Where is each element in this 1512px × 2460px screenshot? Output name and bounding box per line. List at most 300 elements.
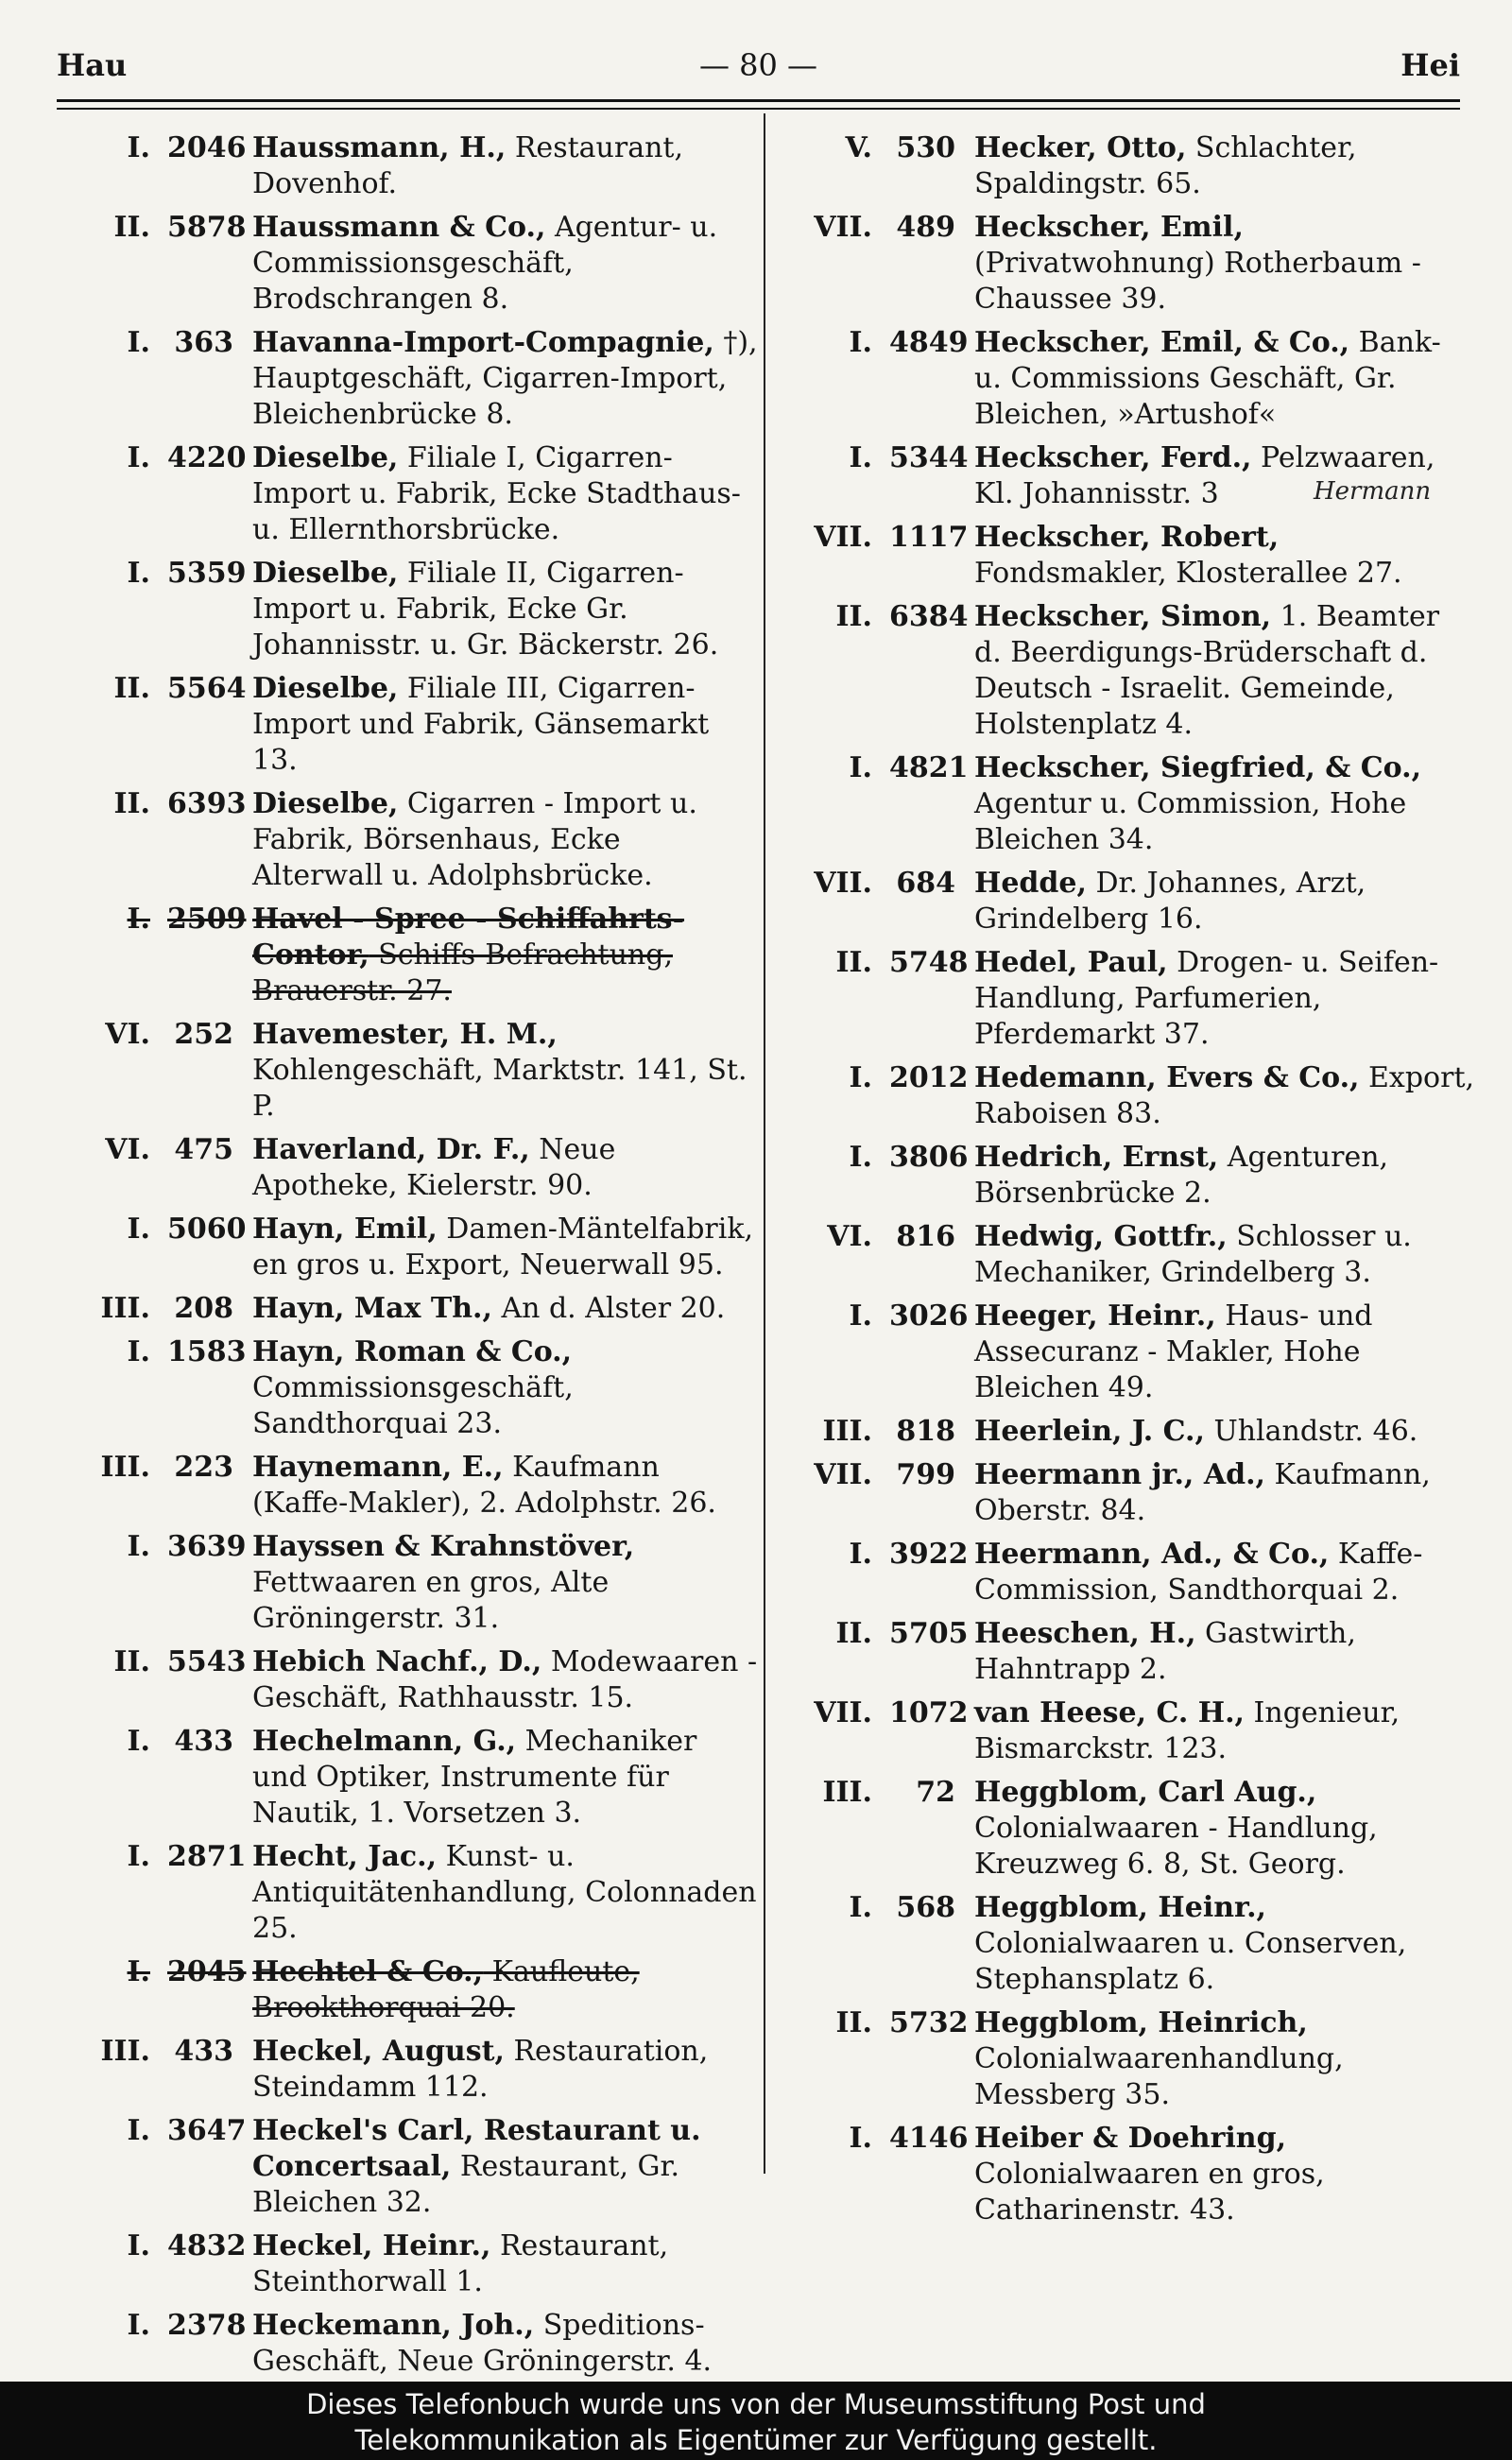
phone-number [781,130,974,202]
directory-entry [781,866,1475,938]
phone-number [781,1457,974,1529]
subscriber-details: Fettwaaren en gros, Alte Gröningerstr. 31. [252,1566,610,1635]
subscriber-details: Neue Apotheke, Kielerstr. 90. [252,1133,616,1202]
exchange-class: I. [127,131,150,164]
phone-number [781,750,974,858]
line-number: 684 [896,867,955,900]
line-number: 530 [896,131,955,164]
entry-text [974,1775,1475,1883]
line-number: 223 [174,1451,233,1484]
exchange-class: II. [835,1617,872,1650]
phone-number [59,902,252,1009]
subscriber-name: Hecker, Otto, [974,131,1187,164]
directory-entry [59,1212,758,1283]
subscriber-details: Kaufmann, Oberstr. 84. [974,1458,1431,1527]
header-rule [57,99,1460,102]
entry-text [974,130,1475,202]
subscriber-details: Restaurant, Steinthorwall 1. [252,2229,669,2298]
entry-text [252,1334,758,1442]
directory-entry [781,1537,1475,1608]
subscriber-details: Commissionsgeschäft, Sandthorquai 23. [252,1371,574,1440]
exchange-class: I. [127,2309,150,2342]
subscriber-details: Ingenieur, Bismarckstr. 123. [974,1696,1400,1765]
subscriber-name: Hedrich, Ernst, [974,1141,1219,1174]
subscriber-details: Damen-Mäntelfabrik, en gros u. Export, Neuerwall 95. [252,1213,754,1282]
line-number: 1583 [167,1335,247,1368]
subscriber-name: Heckscher, Emil, [974,211,1244,244]
phone-number [59,2034,252,2106]
entry-text [974,1695,1475,1767]
subscriber-details: 1. Beamter d. Beerdigungs-Brüderschaft d. Deutsch - Israelit. Gemeinde, Holstenplatz 4. [974,600,1440,741]
subscriber-name: Hechelmann, G., [252,1725,517,1758]
line-number: 5732 [889,2006,969,2039]
subscriber-name: Hebich Nachf., D., [252,1645,542,1678]
subscriber-name: Haussmann, H., [252,131,507,164]
subscriber-name: Heggblom, Heinrich, [974,2006,1308,2039]
exchange-class: III. [822,1415,872,1448]
left-column [59,130,758,2387]
directory-entry [59,1017,758,1125]
phone-number [59,1529,252,1637]
exchange-class: I. [849,1141,872,1174]
phone-number [59,1017,252,1125]
subscriber-name: Havel - Spree - Schiffahrts-Contor, [252,903,685,972]
subscriber-details: Restauration, Steindamm 112. [252,2035,709,2104]
exchange-class: II. [113,787,150,820]
entry-text [974,1537,1475,1608]
exchange-class: VI. [105,1018,150,1051]
directory-entry [59,210,758,318]
line-number: 816 [896,1220,955,1253]
subscriber-name: Heiber & Doehring, [974,2122,1287,2155]
subscriber-name: Hayn, Emil, [252,1213,438,1246]
line-number: 2046 [167,131,247,164]
line-number: 475 [174,1133,233,1166]
subscriber-name: Heermann, Ad., & Co., [974,1538,1330,1571]
phone-number [59,1212,252,1283]
directory-entry [781,1457,1475,1529]
directory-entry [59,440,758,548]
exchange-class: VI. [827,1220,872,1253]
subscriber-name: Haussmann & Co., [252,211,546,244]
subscriber-name: Heckscher, Siegfried, & Co., [974,751,1422,784]
directory-entry [781,1616,1475,1688]
subscriber-name: Heggblom, Heinr., [974,1891,1266,1924]
line-number: 799 [896,1458,955,1491]
phone-number [781,1616,974,1688]
subscriber-name: Hedwig, Gottfr., [974,1220,1228,1253]
phone-number [781,1060,974,1132]
subscriber-name: Heckscher, Emil, & Co., [974,326,1350,359]
line-number: 5878 [167,211,247,244]
subscriber-name: Heeschen, H., [974,1617,1196,1650]
subscriber-details: Gastwirth, Hahntrapp 2. [974,1617,1356,1686]
subscriber-name: Dieselbe, [252,787,399,820]
subscriber-name: Haverland, Dr. F., [252,1133,530,1166]
exchange-class: VII. [814,211,872,244]
subscriber-name: Heermann jr., Ad., [974,1458,1265,1491]
exchange-class: I. [127,557,150,590]
phone-number [59,210,252,318]
phone-number [781,1695,974,1767]
directory-entry [59,556,758,663]
footer-notice [0,2382,1512,2460]
exchange-class: I. [127,2229,150,2262]
exchange-class: III. [822,1776,872,1809]
exchange-class: II. [835,2006,872,2039]
subscriber-details: Filiale II, Cigarren-Import u. Fabrik, Ecke Gr. Johannisstr. u. Gr. Bäckerstr. 26. [252,557,719,662]
subscriber-name: Heckel, Heinr., [252,2229,491,2262]
phone-number [781,1299,974,1406]
exchange-class: I. [849,326,872,359]
entry-text [252,786,758,894]
phone-number [781,866,974,938]
line-number: 3647 [167,2114,247,2147]
line-number: 4832 [167,2229,247,2262]
phone-number [59,325,252,433]
directory-entry [781,2005,1475,2113]
entry-text [252,2308,758,2380]
directory-entry [59,2228,758,2300]
subscriber-name: Hechtel & Co., [252,1955,484,1988]
line-number: 5748 [889,946,969,979]
exchange-class: II. [113,211,150,244]
subscriber-details: Modewaaren - Geschäft, Rathhausstr. 15. [252,1645,758,1714]
exchange-class: III. [100,2035,150,2068]
subscriber-name: van Heese, C. H., [974,1696,1245,1729]
line-number: 5359 [167,557,247,590]
exchange-class: VI. [105,1133,150,1166]
entry-text [252,1291,758,1327]
subscriber-name: Dieselbe, [252,557,399,590]
line-number: 5705 [889,1617,969,1650]
exchange-class: I. [127,1530,150,1563]
exchange-class: II. [113,1645,150,1678]
exchange-class: I. [127,1335,150,1368]
entry-text [974,599,1475,743]
exchange-class: VII. [814,867,872,900]
subscriber-details: (Privatwohnung) Rotherbaum - Chaussee 39. [974,247,1421,316]
subscriber-name: Heckel, August, [252,2035,505,2068]
handwritten-note: Hermann [1314,477,1432,506]
subscriber-name: Havanna-Import-Compagnie, [252,326,714,359]
exchange-class: I. [127,2114,150,2147]
subscriber-name: Hedemann, Evers & Co., [974,1061,1360,1094]
entry-text [252,2113,758,2221]
entry-text [974,1060,1475,1132]
phone-number [781,210,974,318]
exchange-class: I. [127,903,150,936]
directory-entry [781,1414,1475,1450]
line-number: 489 [896,211,955,244]
exchange-class: I. [849,1299,872,1333]
entry-text [252,1724,758,1832]
entry-text [252,1644,758,1716]
column-divider [764,113,765,2174]
subscriber-name: Hecht, Jac., [252,1840,438,1873]
directory-entry [781,945,1475,1053]
subscriber-name: Hayssen & Krahnstöver, [252,1530,635,1563]
line-number: 3026 [889,1299,969,1333]
subscriber-details: Colonialwaaren u. Conserven, Stephansplatz 6. [974,1927,1407,1996]
directory-entry [781,1775,1475,1883]
phone-number [781,599,974,743]
directory-entry [59,1132,758,1204]
phone-number [59,1291,252,1327]
phone-number [781,945,974,1053]
directory-entry [781,520,1475,592]
directory-entry [781,210,1475,318]
entry-text [252,902,758,1009]
exchange-class: I. [127,1213,150,1246]
line-number: 4146 [889,2122,969,2155]
phone-number [781,1219,974,1291]
entry-text [974,1219,1475,1291]
line-number: 2871 [167,1840,247,1873]
entry-text [252,1212,758,1283]
directory-entry [781,1219,1475,1291]
directory-entry [59,1334,758,1442]
entry-text [252,556,758,663]
subscriber-details: Uhlandstr. 46. [1204,1415,1418,1448]
directory-entry [59,325,758,433]
entry-text [974,1890,1475,1998]
subscriber-details: Fondsmakler, Klosterallee 27. [974,557,1402,590]
entry-text [974,750,1475,858]
right-column [781,130,1475,2236]
phone-number [59,440,252,548]
phone-number [59,786,252,894]
entry-text [974,2121,1475,2228]
subscriber-details: Agentur- u. Commissionsgeschäft, Brodschrangen 8. [252,211,718,316]
directory-entry [59,130,758,202]
entry-text [252,210,758,318]
entry-text [974,1457,1475,1529]
subscriber-details: Drogen- u. Seifen-Handlung, Parfumerien, Pferdemarkt 37. [974,946,1439,1051]
line-number: 363 [174,326,233,359]
line-number: 252 [174,1018,233,1051]
phone-number [59,1132,252,1204]
line-number: 5060 [167,1213,247,1246]
subscriber-details: Dr. Johannes, Arzt, Grindelberg 16. [974,867,1366,936]
exchange-class: I. [127,1725,150,1758]
line-number: 6393 [167,787,247,820]
subscriber-details: Haus- und Assecuranz - Makler, Hohe Bleichen 49. [974,1299,1373,1404]
subscriber-details: Colonialwaarenhandlung, Messberg 35. [974,2042,1344,2111]
line-number: 3639 [167,1530,247,1563]
subscriber-details: Kaufmann (Kaffe-Makler), 2. Adolphstr. 26. [252,1451,716,1520]
subscriber-details: An d. Alster 20. [491,1292,726,1325]
exchange-class: I. [127,441,150,474]
directory-entry [59,671,758,779]
entry-text [252,130,758,202]
line-number: 818 [896,1415,955,1448]
line-number: 433 [174,2035,233,2068]
directory-entry [781,750,1475,858]
subscriber-name: Haynemann, E., [252,1451,504,1484]
phone-number [59,671,252,779]
subscriber-details: †), Hauptgeschäft, Cigarren-Import, Bleichenbrücke 8. [252,326,758,431]
directory-entry [59,2034,758,2106]
subscriber-details: Speditions-Geschäft, Neue Gröningerstr. 4. [252,2309,713,2378]
subscriber-details: Kaffe-Commission, Sandthorquai 2. [974,1538,1423,1607]
subscriber-name: Heckel's Carl, Restaurant u. Concertsaal, [252,2114,701,2183]
line-number: 2378 [167,2309,247,2342]
header-rule-thin [57,108,1460,110]
phone-number [59,1450,252,1522]
subscriber-details: Kohlengeschäft, Marktstr. 141, St. P. [252,1054,747,1123]
footer-line-2: Telekommunikation als Eigentümer zur Verfügung gestellt. [354,2424,1158,2456]
subscriber-name: Havemester, H. M., [252,1018,558,1051]
phone-number [781,520,974,592]
phone-number [59,1644,252,1716]
subscriber-details: Schiffs-Befrachtung, Brauerstr. 27. [252,938,673,1007]
phone-number [781,1890,974,1998]
entry-text [974,1414,1475,1450]
directory-entry [59,786,758,894]
entry-text [252,2034,758,2106]
entry-text [252,1450,758,1522]
subscriber-details: Cigarren - Import u. Fabrik, Börsenhaus, Ecke Alterwall u. Adolphsbrücke. [252,787,697,892]
entry-text [974,325,1475,433]
exchange-class: I. [849,441,872,474]
subscriber-details: Colonialwaaren - Handlung, Kreuzweg 6. 8, St. Georg. [974,1812,1378,1881]
exchange-class: I. [849,1538,872,1571]
line-number: 3806 [889,1141,969,1174]
directory-entry [781,1060,1475,1132]
phone-number [781,1775,974,1883]
phone-number [781,325,974,433]
exchange-class: VII. [814,1696,872,1729]
directory-entry [781,2121,1475,2228]
subscriber-details: Schlachter, Spaldingstr. 65. [974,131,1357,200]
directory-entry [781,1140,1475,1212]
exchange-class: VII. [814,521,872,554]
subscriber-name: Dieselbe, [252,441,399,474]
directory-entry [781,130,1475,202]
exchange-class: I. [849,1891,872,1924]
exchange-class: I. [127,1840,150,1873]
subscriber-details: Mechaniker und Optiker, Instrumente für Nautik, 1. Vorsetzen 3. [252,1725,697,1830]
subscriber-details: Kaufleute, Brookthorquai 20. [252,1955,640,2024]
subscriber-name: Hedde, [974,867,1087,900]
header-left-keyword: Hau [57,47,128,83]
exchange-class: II. [835,946,872,979]
subscriber-details: Colonialwaaren en gros, Catharinenstr. 43. [974,2158,1325,2227]
exchange-class: III. [100,1292,150,1325]
exchange-class: I. [127,1955,150,1988]
exchange-class: II. [835,600,872,633]
subscriber-details: Export, Raboisen 83. [974,1061,1475,1130]
subscriber-name: Heggblom, Carl Aug., [974,1776,1317,1809]
line-number: 6384 [889,600,969,633]
entry-text [252,1529,758,1637]
line-number: 5564 [167,672,247,705]
subscriber-name: Hayn, Roman & Co., [252,1335,573,1368]
subscriber-name: Hedel, Paul, [974,946,1168,979]
phone-number [59,1839,252,1947]
entry-text [974,945,1475,1053]
subscriber-name: Heerlein, J. C., [974,1415,1205,1448]
phone-number [59,1724,252,1832]
entry-text [252,325,758,433]
entry-text [974,520,1475,592]
line-number: 4220 [167,441,247,474]
line-number: 5344 [889,441,969,474]
line-number: 4849 [889,326,969,359]
entry-text [974,1140,1475,1212]
directory-entry [781,1890,1475,1998]
entry-text [252,2228,758,2300]
subscriber-details: Filiale I, Cigarren-Import u. Fabrik, Ecke Stadthaus- u. Ellernthorsbrücke. [252,441,741,546]
directory-entry [59,1644,758,1716]
footer-line-1: Dieses Telefonbuch wurde uns von der Museumsstiftung Post und [306,2388,1206,2420]
subscriber-name: Heckscher, Ferd., [974,441,1252,474]
entry-text [252,1839,758,1947]
line-number: 2509 [167,903,247,936]
line-number: 2012 [889,1061,969,1094]
subscriber-details: Agentur u. Commission, Hohe Bleichen 34. [974,787,1407,856]
phone-number [781,1414,974,1450]
entry-text [974,2005,1475,2113]
entry-text [252,440,758,548]
subscriber-name: Heckemann, Joh., [252,2309,535,2342]
entry-text [252,1017,758,1125]
page-header [57,47,1460,90]
directory-entry [781,1299,1475,1406]
phone-number [781,1537,974,1608]
exchange-class: V. [845,131,872,164]
line-number: 568 [896,1891,955,1924]
subscriber-details: Schlosser u. Mechaniker, Grindelberg 3. [974,1220,1412,1289]
line-number: 433 [174,1725,233,1758]
entry-text [252,671,758,779]
subscriber-name: Hayn, Max Th., [252,1292,492,1325]
subscriber-details: Bank- u. Commissions Geschäft, Gr. Bleichen, »Artushof« [974,326,1441,431]
exchange-class: I. [849,1061,872,1094]
phone-number [59,1954,252,2026]
subscriber-details: Kunst- u. Antiquitätenhandlung, Colonnaden 25. [252,1840,757,1945]
phone-number [781,2005,974,2113]
subscriber-name: Heckscher, Simon, [974,600,1272,633]
entry-text [974,210,1475,318]
directory-entry [59,1724,758,1832]
subscriber-details: Filiale III, Cigarren-Import und Fabrik, Gänsemarkt 13. [252,672,710,777]
line-number: 4821 [889,751,969,784]
phone-number [781,440,974,512]
subscriber-name: Heckscher, Robert, [974,521,1280,554]
exchange-class: I. [849,751,872,784]
exchange-class: VII. [814,1458,872,1491]
entry-text [974,866,1475,938]
subscriber-details: Agenturen, Börsenbrücke 2. [974,1141,1389,1210]
line-number: 3922 [889,1538,969,1571]
directory-entry [59,1954,758,2026]
phone-number [59,2228,252,2300]
entry-text [252,1132,758,1204]
exchange-class: III. [100,1451,150,1484]
directory-entry [781,599,1475,743]
directory-entry [59,902,758,1009]
header-right-keyword: Hei [1400,47,1460,83]
line-number: 208 [174,1292,233,1325]
directory-entry [59,1839,758,1947]
subscriber-details: Restaurant, Gr. Bleichen 32. [252,2150,680,2219]
directory-entry [59,2308,758,2380]
directory-entry [59,1291,758,1327]
subscriber-details: Restaurant, Dovenhof. [252,131,683,200]
phone-number [59,2308,252,2380]
